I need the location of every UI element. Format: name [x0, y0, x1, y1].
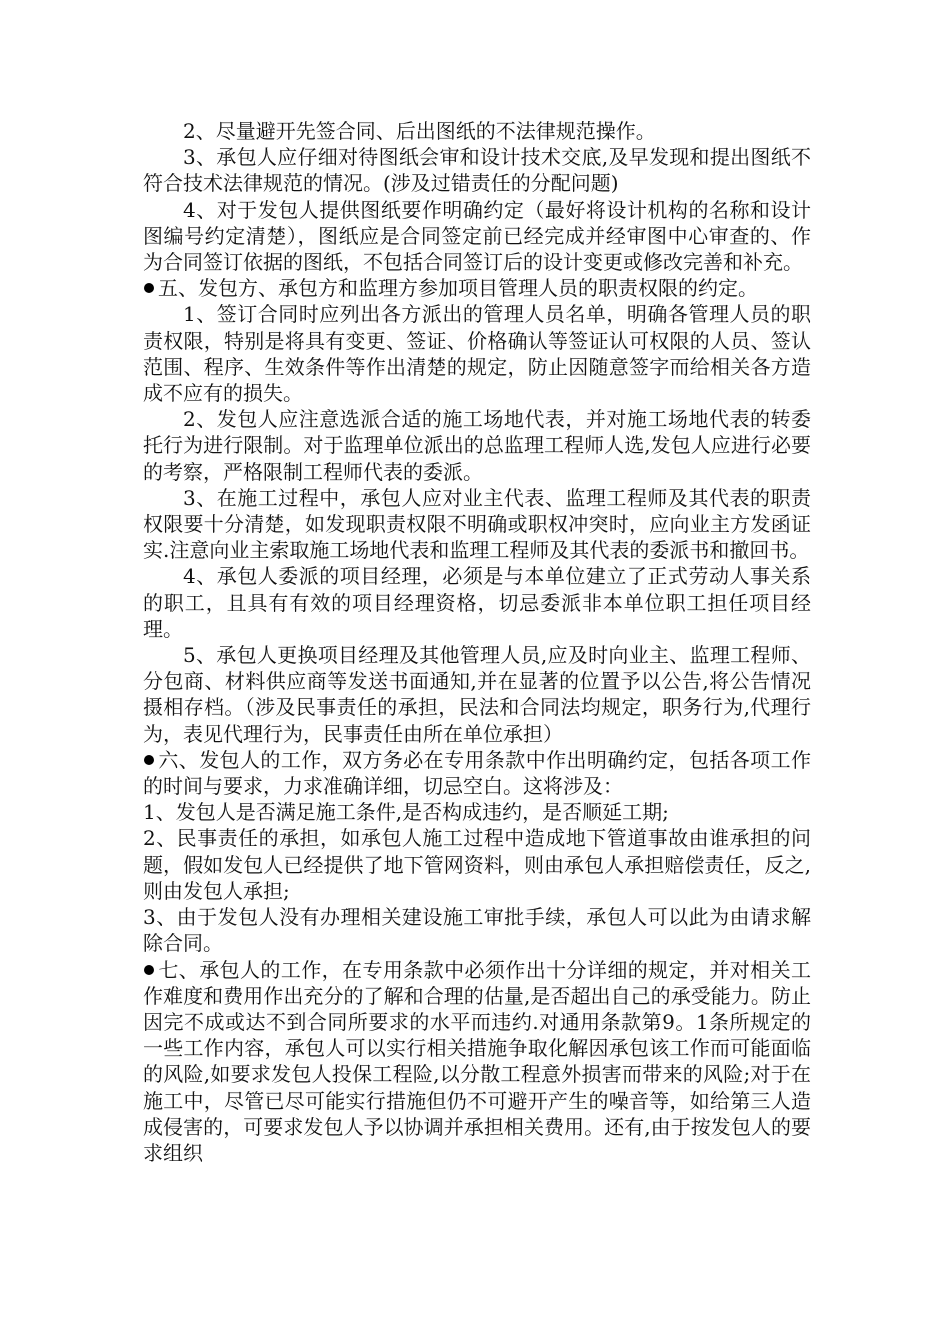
paragraph-item-5-1: 1、签订合同时应列出各方派出的管理人员名单，明确各管理人员的职责权限，特别是将具有变更、签证、价格确认等签证认可权限的人员、签认范围、程序、生效条件等作出清楚的规定，防止因随意签字而给相关各方造成不应有的损失。	[143, 302, 811, 406]
section-heading-7-text: 七、承包人的工作，在专用条款中必须作出十分详细的规定，并对相关工作难度和费用作出充分的了解和合理的估量,是否超出自己的承受能力。防止因完不成或达不到合同所要求的水平而违约.对通用条款第9。1条所规定的一些工作内容，承包人可以实行相关措施争取化解因承包该工作而可能面临的风险,如要求发包人投保工程险,以分散工程意外损害而带来的风险;对于在施工中，尽管已尽可能实行措施但仍不可避开产生的噪音等，如给第三人造成侵害的，可要求发包人予以协调并承担相关费用。还有,由于按发包人的要求组织	[143, 957, 811, 1165]
paragraph-item-2: 2、尽量避开先签合同、后出图纸的不法律规范操作。	[183, 119, 656, 143]
paragraph-item-5-3: 3、在施工过程中，承包人应对业主代表、监理工程师及其代表的职责权限要十分清楚，如发现职责权限不明确或职权冲突时，应向业主方发函证实.注意向业主索取施工场地代表和监理工程师及其代表的委派书和撤回书。	[143, 485, 811, 563]
paragraph-item-6-3: 3、由于发包人没有办理相关建设施工审批手续，承包人可以此为由请求解除合同。	[143, 905, 811, 956]
section-heading-6	[143, 747, 811, 799]
document-page	[143, 118, 811, 1166]
bullet-icon	[144, 755, 154, 765]
bullet-icon	[144, 283, 154, 293]
paragraph-item-4: 4、对于发包人提供图纸要作明确约定（最好将设计机构的名称和设计图编号约定清楚），图纸应是合同签定前已经完成并经审图中心审查的、作为合同签订依据的图纸，不包括合同签订后的设计变更或修改完善和补充。	[143, 197, 811, 275]
paragraph-item-3: 3、承包人应仔细对待图纸会审和设计技术交底,及早发现和提出图纸不符合技术法律规范的情况。(涉及过错责任的分配问题)	[143, 145, 811, 196]
paragraph-item-5-2: 2、发包人应注意选派合适的施工场地代表，并对施工场地代表的转委托行为进行限制。对于监理单位派出的总监理工程师人选,发包人应进行必要的考察，严格限制工程师代表的委派。	[143, 407, 811, 484]
paragraph-item-6-2: 2、民事责任的承担，如承包人施工过程中造成地下管道事故由谁承担的问题，假如发包人已经提供了地下管网资料，则由承包人承担赔偿责任，反之,则由发包人承担;	[143, 826, 811, 903]
section-heading-5	[143, 275, 811, 301]
section-heading-7	[143, 957, 811, 1167]
paragraph-item-5-4: 4、承包人委派的项目经理，必须是与本单位建立了正式劳动人事关系的职工，且具有有效的项目经理资格，切忌委派非本单位职工担任项目经理。	[143, 564, 811, 641]
paragraph-item-6-1: 1、发包人是否满足施工条件,是否构成违约，是否顺延工期;	[143, 800, 669, 825]
section-heading-5-text: 五、发包方、承包方和监理方参加项目管理人员的职责权限的约定。	[158, 276, 758, 301]
section-heading-6-text: 六、发包人的工作，双方务必在专用条款中作出明确约定，包括各项工作的时间与要求，力求准确详细，切忌空白。这将涉及：	[143, 747, 811, 799]
bullet-icon	[144, 965, 154, 975]
paragraph-item-5-5: 5、承包人更换项目经理及其他管理人员,应及时向业主、监理工程师、分包商、材料供应商等发送书面通知,并在显著的位置予以公告,将公告情况摄相存档。（涉及民事责任的承担，民法和合同法均规定，职务行为,代理行为，表见代理行为，民事责任由所在单位承担）	[143, 643, 811, 746]
